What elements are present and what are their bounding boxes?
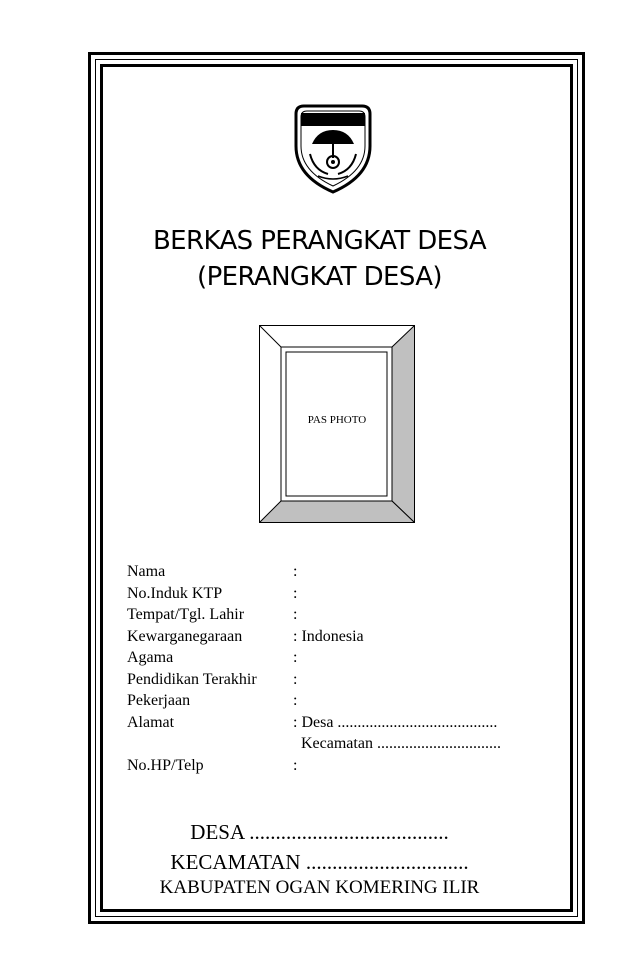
- identity-fields: [127, 561, 501, 776]
- field-label: No.HP/Telp: [127, 756, 204, 774]
- field-label: [127, 733, 293, 755]
- field-label: Nama: [127, 563, 166, 580]
- field-row-ttl: [127, 604, 501, 626]
- field-row-pendidikan: [127, 669, 501, 691]
- footer-desa: DESA ......................................: [190, 820, 449, 844]
- field-value: :: [293, 649, 298, 666]
- field-value: :: [293, 756, 298, 774]
- photo-label: PAS PHOTO: [307, 414, 367, 426]
- field-value: :: [293, 606, 298, 623]
- field-value: : Desa ........................................: [293, 713, 498, 731]
- document-title: BERKAS PERANGKAT DESA: [152, 226, 487, 256]
- field-value: :: [293, 670, 298, 688]
- field-label: Pendidikan Terakhir: [127, 670, 257, 688]
- field-label: No.Induk KTP: [127, 584, 223, 602]
- field-value: :: [293, 563, 298, 580]
- field-label: Kewarganegaraan: [127, 627, 243, 645]
- field-row-kewarganegaraan: [127, 626, 501, 648]
- field-row-hp: [127, 755, 501, 777]
- field-label: Pekerjaan: [127, 692, 191, 709]
- field-row-kecamatan: [127, 733, 501, 755]
- field-row-agama: [127, 647, 501, 669]
- field-row-pekerjaan: [127, 690, 501, 712]
- field-row-nama: [127, 561, 501, 583]
- field-value: : Indonesia: [293, 627, 364, 645]
- ogan-komering-ilir-emblem-icon: [290, 100, 376, 196]
- field-value: :: [293, 584, 298, 602]
- document-subtitle: (PERANGKAT DESA): [197, 262, 442, 292]
- field-value: :: [293, 692, 298, 709]
- field-label: Alamat: [127, 713, 175, 731]
- field-value: Kecamatan ...............................: [293, 735, 501, 752]
- field-row-alamat: [127, 712, 501, 734]
- footer-kabupaten: KABUPATEN OGAN KOMERING ILIR: [159, 877, 480, 898]
- field-label: Agama: [127, 649, 174, 666]
- field-label: Tempat/Tgl. Lahir: [127, 606, 245, 623]
- footer-kecamatan: KECAMATAN ...............................: [170, 850, 469, 874]
- field-row-ktp: [127, 583, 501, 605]
